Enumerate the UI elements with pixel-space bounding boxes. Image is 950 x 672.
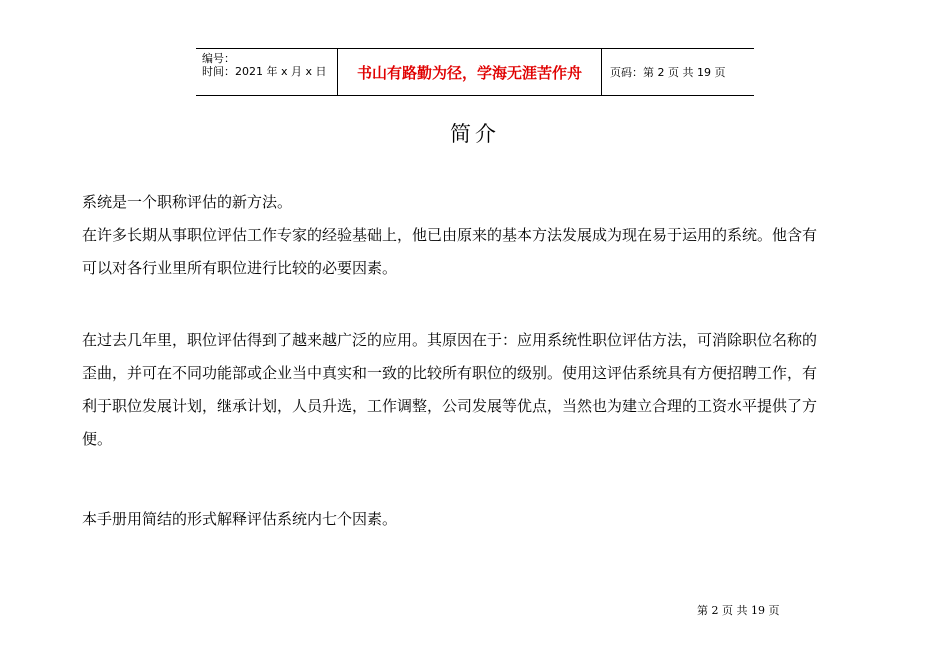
document-title: 简介 [450,122,500,146]
paragraph-3 [82,503,882,536]
page-header-table [196,48,754,96]
paragraph-line: 利于职位发展计划，继承计划，人员升选，工作调整，公司发展等优点，当然也为建立合理的工资水平提供了方 [82,397,818,415]
paragraph-line: 可以对各行业里所有职位进行比较的必要因素。 [82,259,398,277]
document-date-label: 时间：2021 年 x 月 x 日 [202,65,327,78]
paragraph-line: 在许多长期从事职位评估工作专家的经验基础上，他已由原来的基本方法发展成为现在易于运用的系统。他含有 [82,226,818,244]
header-page-cell [602,49,754,95]
paragraph-line: 系统是一个职称评估的新方法。 [82,193,293,211]
paragraph-line: 本手册用简结的形式解释评估系统内七个因素。 [82,510,398,528]
paragraph-line: 便。 [82,430,113,448]
header-page-code: 页码：第 2 页 共 19 页 [610,66,726,79]
paragraph-line: 歪曲，并可在不同功能部或企业当中真实和一致的比较所有职位的级别。使用这评估系统具有方便招聘工作，有 [82,364,818,382]
header-meta-cell [196,49,338,95]
page-footer: 第 2 页 共 19 页 [697,604,780,617]
paragraph-1 [82,186,882,285]
header-motto: 书山有路勤为径，学海无涯苦作舟 [356,63,582,82]
paragraph-line: 在过去几年里，职位评估得到了越来越广泛的应用。其原因在于：应用系统性职位评估方法，可消除职位名称的 [82,331,818,349]
paragraph-2 [82,324,882,456]
header-motto-cell [338,49,602,95]
document-number-label: 编号： [202,52,235,65]
